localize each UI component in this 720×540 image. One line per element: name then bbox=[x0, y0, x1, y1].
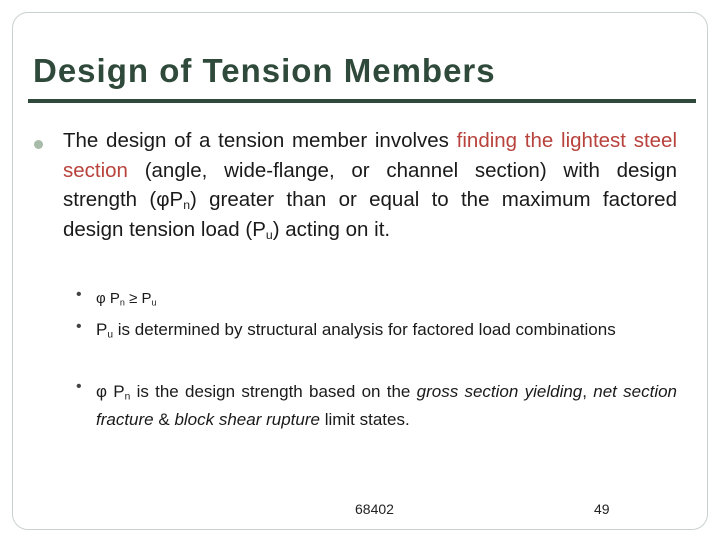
slide-title: Design of Tension Members bbox=[33, 52, 496, 89]
sub-bullet-text: $P_u$ is determined by structural analysis for factored load combinations bbox=[96, 320, 616, 341]
highlight-text: finding the lightest steel section bbox=[63, 129, 678, 182]
sub-bullet-text: φ $P_n$ is the design strength based on the gross section yielding, net section fracture & block shear rupture limit states. bbox=[96, 382, 678, 429]
main-paragraph: The design of a tension member involves finding the lightest steel section (angle, wide-flange, or channel section) with design strength $(\varphi P_n)$ greater than or equal to the maximum factored design tension load $(P_u)$ acting on it. bbox=[63, 129, 678, 242]
sub-bullet-icon: • bbox=[76, 286, 82, 303]
footer-code: 68402 bbox=[355, 501, 394, 517]
sub-bullet-icon: • bbox=[76, 378, 82, 395]
title-underline bbox=[28, 99, 696, 103]
sub-bullet-icon: • bbox=[76, 318, 82, 335]
page-number: 49 bbox=[594, 501, 610, 517]
sub-bullet-text: φ $P_n \ge P_u$ bbox=[96, 290, 157, 308]
bullet-dot-icon bbox=[34, 140, 43, 149]
